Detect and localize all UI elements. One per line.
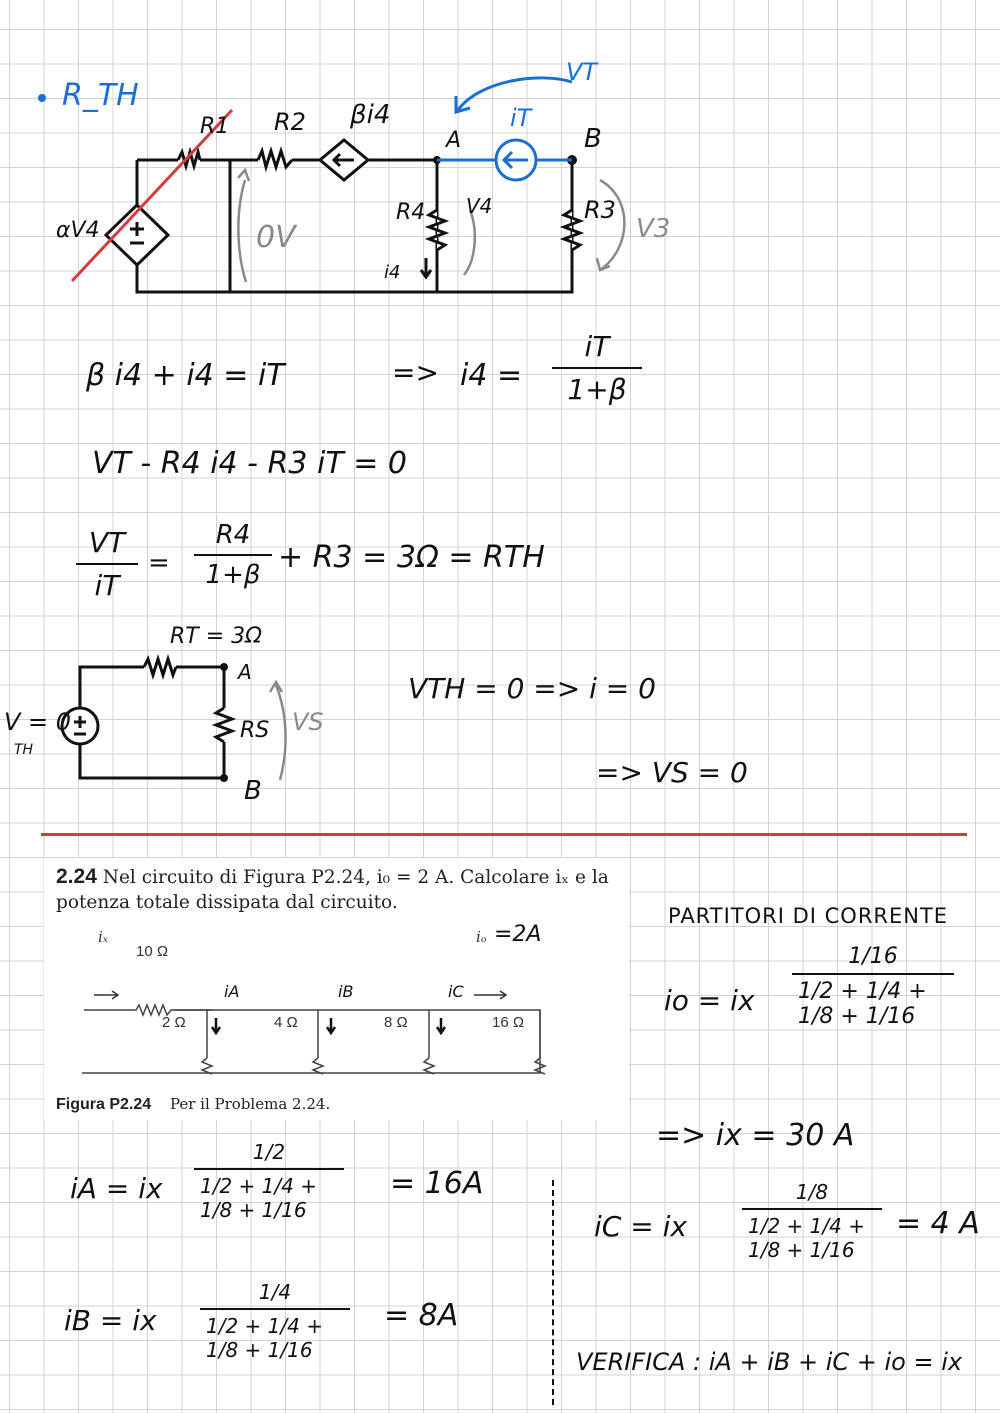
label-v4: V4 xyxy=(466,194,493,218)
ic-result: = 4 A xyxy=(896,1206,980,1241)
eq3-num-left: VT xyxy=(88,526,126,559)
figure-label: Figura P2.24 xyxy=(56,1096,152,1113)
eq3-fraction-left xyxy=(76,526,138,602)
ib-lhs: iB = ix xyxy=(64,1304,157,1337)
figure-caption-text: Per il Problema 2.24. xyxy=(169,1095,331,1113)
vertical-divider xyxy=(552,1180,554,1405)
ia-result: = 16A xyxy=(390,1166,484,1201)
eq3-fraction-right xyxy=(194,520,272,590)
vth-line: VTH = 0 => i = 0 xyxy=(408,672,656,705)
thevenin-vs-label: VS xyxy=(292,708,324,736)
label-4-ohm: 4 Ω xyxy=(274,1014,298,1031)
label-2-ohm: 2 Ω xyxy=(162,1014,186,1031)
problem-circuit-diagram xyxy=(44,918,629,1118)
ia-num: 1/2 xyxy=(252,1140,286,1164)
ic-num: 1/8 xyxy=(795,1180,829,1204)
eq3-equals: = xyxy=(148,548,170,578)
label-node-a: A xyxy=(446,128,462,153)
label-r1: R1 xyxy=(200,114,230,139)
eq2: VT - R4 i4 - R3 iT = 0 xyxy=(92,446,407,481)
eq3-num-right: R4 xyxy=(215,520,251,550)
rth-heading: R_TH xyxy=(62,78,139,113)
label-test-current: iT xyxy=(510,104,532,132)
eq1-num: iT xyxy=(584,330,610,363)
io-num: 1/16 xyxy=(848,944,898,969)
ix-result: => ix = 30 A xyxy=(656,1118,855,1153)
label-ia: iA xyxy=(224,982,240,1001)
eq3-den-right: 1+β xyxy=(205,560,261,590)
thevenin-rs-label: RS xyxy=(240,718,270,743)
ia-fraction xyxy=(194,1140,344,1222)
label-ic: iC xyxy=(448,982,464,1001)
problem-number: 2.24 xyxy=(56,865,97,888)
label-v3: V3 xyxy=(636,214,671,244)
verifica-line: VERIFICA : iA + iB + iC + io = ix xyxy=(576,1348,963,1376)
label-dep-voltage: αV4 xyxy=(56,218,100,243)
label-r3: R3 xyxy=(584,196,616,224)
label-io-value: =2A xyxy=(494,922,542,947)
vs-line: => VS = 0 xyxy=(596,756,748,789)
ia-lhs: iA = ix xyxy=(70,1172,163,1205)
eq1-den: 1+β xyxy=(567,373,627,406)
textbook-excerpt xyxy=(44,858,629,1120)
thevenin-rt-label: RT = 3Ω xyxy=(170,624,262,649)
thevenin-vth-label: V = 0 xyxy=(4,708,72,736)
label-10-ohm: 10 Ω xyxy=(136,943,169,960)
label-r4: R4 xyxy=(396,200,426,225)
ic-fraction xyxy=(742,1180,882,1262)
label-r2: R2 xyxy=(274,108,306,136)
ib-result: = 8A xyxy=(384,1298,459,1333)
eq1-arrow: => xyxy=(392,356,439,389)
problem-statement xyxy=(56,864,616,915)
thevenin-node-b: B xyxy=(244,776,262,806)
io-lhs: io = ix xyxy=(664,984,755,1017)
eq3-rest: + R3 = 3Ω = RTH xyxy=(278,540,545,575)
label-zero-v: 0V xyxy=(256,220,296,255)
label-i4: i4 xyxy=(384,262,401,283)
label-node-b: B xyxy=(584,124,602,154)
thevenin-node-a: A xyxy=(238,660,252,684)
label-ib: iB xyxy=(338,982,354,1001)
label-test-voltage: VT xyxy=(566,58,598,86)
problem-text: Nel circuito di Figura P2.24, i₀ = 2 A. Calcolare iₓ e la potenza totale dissipata dal circuito. xyxy=(56,867,609,913)
io-den: 1/2 + 1/4 + 1/8 + 1/16 xyxy=(798,979,927,1029)
ib-den: 1/2 + 1/4 + 1/8 + 1/16 xyxy=(206,1314,323,1362)
ib-num: 1/4 xyxy=(258,1280,292,1304)
io-fraction xyxy=(792,944,954,1029)
eq3-den-left: iT xyxy=(94,569,120,602)
ic-lhs: iC = ix xyxy=(594,1210,687,1243)
eq1-fraction xyxy=(552,330,642,406)
partitori-title: PARTITORI DI CORRENTE xyxy=(668,904,949,928)
label-ix: iₓ xyxy=(98,928,109,946)
eq1-rhs-lhs: i4 = xyxy=(460,358,523,393)
ic-den: 1/2 + 1/4 + 1/8 + 1/16 xyxy=(748,1214,865,1262)
ia-den: 1/2 + 1/4 + 1/8 + 1/16 xyxy=(200,1174,317,1222)
label-io: iₒ xyxy=(476,928,487,946)
top-circuit-diagram xyxy=(0,0,1000,320)
label-16-ohm: 16 Ω xyxy=(492,1014,525,1031)
section-separator xyxy=(41,833,967,836)
thevenin-vth-sub: TH xyxy=(14,742,34,758)
eq1-lhs: β i4 + i4 = iT xyxy=(86,358,285,393)
ib-fraction xyxy=(200,1280,350,1362)
figure-caption xyxy=(56,1095,330,1114)
label-8-ohm: 8 Ω xyxy=(384,1014,408,1031)
label-dep-current: βi4 xyxy=(350,100,391,130)
